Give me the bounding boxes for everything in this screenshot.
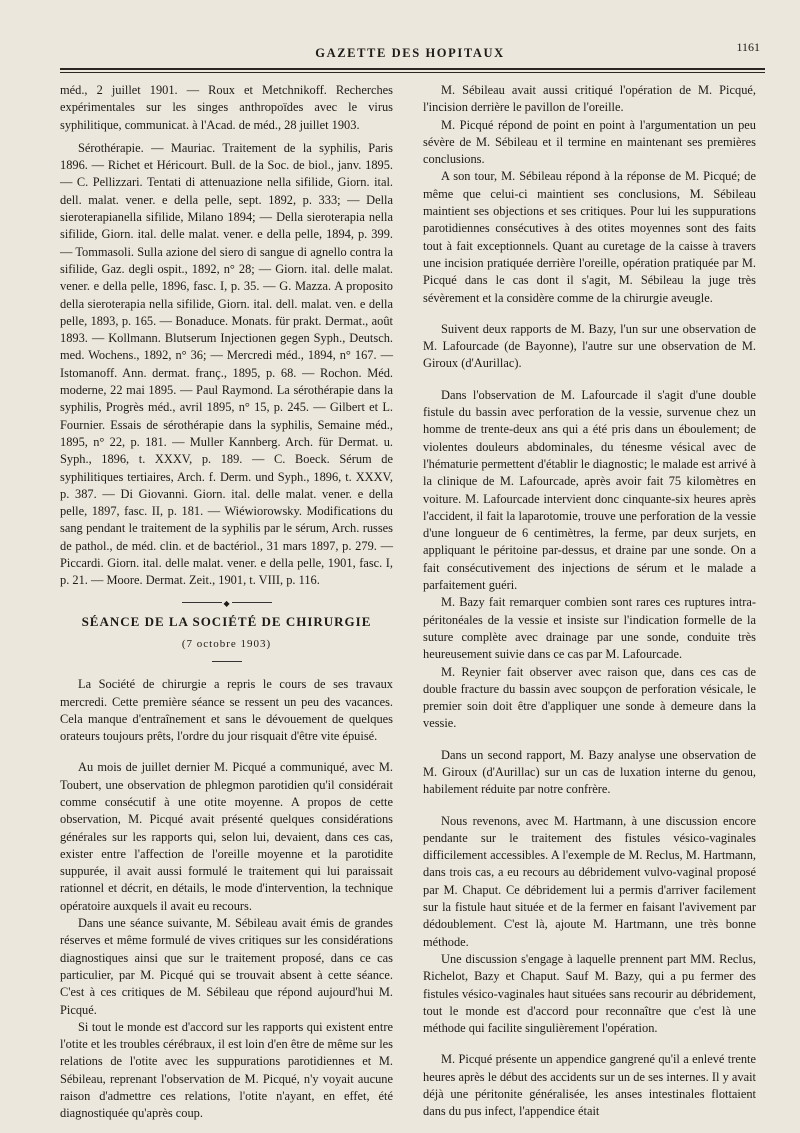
article-paragraph: Au mois de juillet dernier M. Picqué a communiqué, avec M. Toubert, une observation de phlegmon parotidien qu'il considérait comme consécutif à une otite moyenne. A propos de cette observation, M. Picqué avait présenté quelques considérations générales sur les rapports qui, selon lui, devaient, dans ces cas, exister entre l'affection de l'oreille moyenne et la parotidite suppurée, il avait aussi formulé le traitement qui lui paraissait rationnel et décrit, en détails, le mode d'intervention, la technique opératoire auxquels il avait eu recours. bbox=[60, 760, 393, 913]
article-paragraph: M. Sébileau avait aussi critiqué l'opération de M. Picqué, l'incision derrière le pavillon de l'oreille. bbox=[423, 83, 756, 115]
short-rule bbox=[212, 661, 242, 662]
header-rule-thin bbox=[60, 72, 765, 73]
section-title: SÉANCE DE LA SOCIÉTÉ DE CHIRURGIE bbox=[81, 613, 372, 629]
article-paragraph: M. Picqué répond de point en point à l'argumentation un peu sévère de M. Sébileau et il termine en maintenant ses premières conclusions. bbox=[423, 117, 756, 167]
paragraph-gap bbox=[423, 373, 756, 387]
article-paragraph: Si tout le monde est d'accord sur les rapports qui existent entre l'otite et les troubles cérébraux, il est loin d'en être de même sur les relations de l'otite avec les suppurations parotidiennes et M. Sébileau, reprenant l'observation de M. Picqué, n'y voyait aucune raison d'admettre ces relations, l'otite n'ayant, en effet, été diagnostiquée qu'après coup. bbox=[60, 1019, 393, 1121]
bibliography-paragraph: Sérothérapie. — Mauriac. Traitement de la syphilis, Paris 1896. — Richet et Héricourt. Bull. de la Soc. de biol., janv. 1895. — C. Pellizzari. Tentati di attenuazione nella sifilide, Giorn. ital. dell. malat. vener. e della pelle, sept. 1892, p. 333; — Della sieroterapianella sifilide, Milano 1894; — Della sieroterapia nella sifilide, Giorn. ital. delle malat. vener. e della pelle, 1894, p. 399. — Tommasoli. Sulla azione del siero di sangue di agnello contra la sifilide, Gaz. degli ospit., 1892, n° 28; — Giorn. ital. delle malat. vener. e della pelle, 1896, fasc. I, p. 35. — G. Mazza. A proposito della sieroterapia nella sifilide, Giorn. ital. dell. malat. ven. e della pelle, 1893, p. 165. — Bonaduce. Monats. für prakt. Dermat., août 1893. — Kollmann. Blutserum Injectionen gegen Syph., Deutsch. med. Wochens., 1892, n° 36; — Mercredi méd., 1894, n° 167. — Istomanoff. Ann. dermat. franç., 1895, p. 68. — Rochon. Méd. moderne, 22 mai 1895. — Paul Raymond. La sérothérapie dans la syphilis, Progrès méd., avril 1895, n° 15, p. 245. — Gilbert et L. Fournier. Essais de sérothérapie dans la syphilis, Semaine méd., 1895, n° 22, p. 181. — Muller Kannberg. Arch. für Dermat. u. Syph., 1896, t. XXXV, p. 189. — C. Boeck. Sérum de syphilitiques tertiaires, Arch. f. Derm. und Syph., 1896, t. XXXV, p. 387. — Di Giovanni. Giorn. ital. delle malat. vener. e della pelle, 1897, fasc. II, p. 181. — Wiéwiorowsky. Modifications du sang pendant le traitement de la syphilis par le sérum, Arch. russes de pathol., de méd. clin. et de bactériol., 31 mars 1897, p. 279. — Piccardi. Giorn. ital. delle malat. vener. e della pelle, 1901, fasc. I, p. 21. — Moore. Dermat. Zeit., 1901, t. VIII, p. 116. bbox=[60, 140, 393, 588]
article-paragraph: Suivent deux rapports de M. Bazy, l'un sur une observation de M. Lafourcade (de Bayonne), l'autre sur une observation de M. Giroux (d'Aurillac). bbox=[423, 321, 756, 371]
right-column bbox=[423, 82, 756, 1121]
paragraph-gap bbox=[423, 799, 756, 813]
paragraph-gap bbox=[423, 1037, 756, 1051]
article-paragraph: M. Picqué présente un appendice gangrené qu'il a enlevé trente heures après le début des accidents sur un de ses internes. Il y avait déjà une péritonite généralisée, les anses intestinales flottaient dans du pus infect, l'appendice était bbox=[423, 1052, 756, 1119]
section-separator bbox=[182, 602, 272, 603]
bibliography-paragraph: méd., 2 juillet 1901. — Roux et Metchnikoff. Recherches expérimentales sur les singes anthropoïdes avec le virus syphilitique, communicat. à l'Acad. de méd., 28 juillet 1903. bbox=[60, 83, 393, 132]
article-paragraph: A son tour, M. Sébileau répond à la réponse de M. Picqué; de même que celui-ci maintient ses conclusions, M. Sébileau maintient ses objections et ses critiques. Pour lui les suppurations parotidiennes consécutives à des otites moyennes sont des faits tout à fait exceptionnels. Quant au curetage de la caisse à travers une incision pratiquée derrière l'oreille, opération pratiquée par M. Picqué dans le cas dont il s'agit, M. Sébileau la juge très sévèrement et la considère comme de la chirurgie aveugle. bbox=[423, 169, 756, 305]
article-paragraph: M. Reynier fait observer avec raison que, dans ces cas de double fracture du bassin avec soupçon de perforation vésicale, le premier soin doit être d'appliquer une sonde à demeure dans la vessie. bbox=[423, 664, 756, 731]
article-paragraph: Dans une séance suivante, M. Sébileau avait émis de grandes réserves et même formulé de vives critiques sur les considérations diagnostiques ainsi que sur le traitement proposé, dans ce cas particulier, par M. Picqué qui se trouvait absent à cette séance. C'est à ces critiques de M. Sébileau que répond aujourd'hui M. Picqué. bbox=[60, 916, 393, 1017]
paragraph-gap bbox=[423, 307, 756, 321]
bibliography bbox=[60, 82, 393, 590]
paragraph-gap bbox=[60, 745, 393, 759]
article-paragraph: Nous revenons, avec M. Hartmann, à une discussion encore pendante sur le traitement des fistules vésico-vaginales difficilement accessibles. A l'exemple de M. Reclus, M. Hartmann, dans trois cas, a eu recours au débridement vulvo-vaginal proposé par M. Chaput. Ce débridement lui a permis d'arriver facilement sur la fistule haut située et de la fermer en faisant l'avivement par dédoublement. C'est là, ajoute M. Hartmann, une très bonne méthode. bbox=[423, 813, 756, 949]
article-paragraph: La Société de chirurgie a repris le cours de ses travaux mercredi. Cette première séance se ressent un peu des vacances. Cela manque d'entraînement et sans le dévouement de quelques orateurs toujours prêts, l'ordre du jour risquait d'être vite épuisé. bbox=[60, 677, 393, 744]
article-paragraph: Dans l'observation de M. Lafourcade il s'agit d'une double fistule du bassin avec perforation de la vessie, survenue chez un homme de trente-deux ans qui a été pris dans un éboulement; de violentes douleurs abdominales, du ténesme vésical avec de l'hématurie permettent d'établir le diagnostic; le malade est arrivé à la clinique de M. Lafourcade, après avoir fait 75 kilomètres en voiture. M. Lafourcade intervient donc cinquante-six heures après l'accident, il fait la laparotomie, trouve une perforation de la vessie d'une longueur de 6 centimètres, la ferme, par deux surjets, en appliquant le péritoine par-dessus, et draine par une sonde. On a fait consécutivement des injections de sérum et le malade a parfaitement guéri. bbox=[423, 387, 756, 593]
page-header bbox=[60, 40, 760, 66]
article-paragraph: M. Bazy fait remarquer combien sont rares ces ruptures intra-péritonéales de la vessie et insiste sur l'indication formelle de la suture complète avec drainage par une sonde, conduite très heureusement suivie dans ce cas par M. Lafourcade. bbox=[423, 595, 756, 662]
paragraph-gap bbox=[423, 733, 756, 747]
page-number: 1161 bbox=[736, 40, 760, 54]
section-date: (7 octobre 1903) bbox=[181, 637, 272, 650]
header-rule bbox=[60, 68, 765, 70]
running-title: GAZETTE DES HOPITAUX bbox=[315, 46, 505, 60]
left-column bbox=[60, 82, 393, 1123]
article-paragraph: Dans un second rapport, M. Bazy analyse une observation de M. Giroux (d'Aurillac) sur un cas de luxation interne du genou, habilement réduite par notre confrère. bbox=[423, 747, 756, 797]
article-paragraph: Une discussion s'engage à laquelle prennent part MM. Reclus, Richelot, Bazy et Chaput. Sauf M. Bazy, qui a pu fermer des fistules vésico-vaginales haut situées sans recourir au débridement, tout le monde est d'accord pour reconnaître que c'est là une méthode qui facilite singulièrement l'opération. bbox=[423, 951, 756, 1036]
